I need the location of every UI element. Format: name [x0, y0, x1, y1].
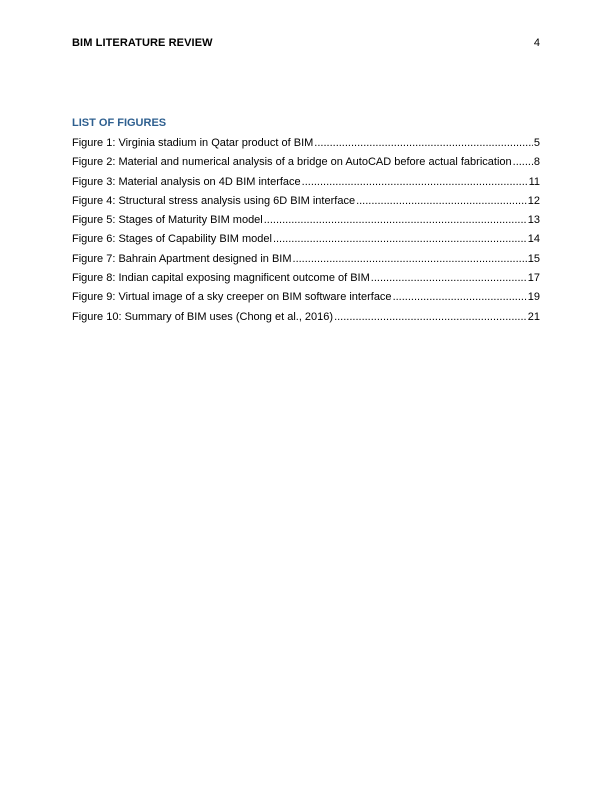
- page-header: [72, 36, 540, 50]
- figure-entry-3[interactable]: [72, 175, 540, 194]
- figure-entry-label: Figure 6: Stages of Capability BIM model: [72, 233, 272, 246]
- figure-entry-page: 12: [527, 194, 540, 207]
- figure-entry-page: 5: [533, 137, 540, 149]
- dot-leader: [302, 175, 528, 189]
- dot-leader: [393, 290, 527, 304]
- figure-entry-7[interactable]: [72, 252, 540, 271]
- dot-leader: [314, 136, 533, 150]
- figure-entry-label: Figure 7: Bahrain Apartment designed in BIM: [72, 252, 292, 265]
- figure-entry-label: Figure 5: Stages of Maturity BIM model: [72, 214, 263, 227]
- figure-entry-page: 15: [527, 252, 540, 265]
- figure-entry-10[interactable]: [72, 310, 540, 329]
- dot-leader: [273, 232, 527, 246]
- figure-entry-label: Figure 9: Virtual image of a sky creeper on BIM software interface: [72, 291, 392, 304]
- figure-entry-6[interactable]: [72, 232, 540, 251]
- list-of-figures-title: LIST OF FIGURES: [72, 117, 167, 129]
- figure-entry-label: Figure 8: Indian capital exposing magnificent outcome of BIM: [72, 272, 370, 285]
- page-number: 4: [533, 37, 540, 49]
- dot-leader: [513, 155, 533, 169]
- figure-entry-label: Figure 4: Structural stress analysis using 6D BIM interface: [72, 194, 356, 207]
- figure-entry-page: 19: [527, 291, 540, 304]
- figure-entry-label: Figure 1: Virginia stadium in Qatar product of BIM: [72, 137, 314, 149]
- figure-entry-8[interactable]: [72, 271, 540, 290]
- figure-entry-label: Figure 10: Summary of BIM uses (Chong et al., 2016): [72, 310, 334, 323]
- running-head: BIM LITERATURE REVIEW: [72, 37, 213, 49]
- dot-leader: [264, 213, 527, 227]
- figure-entry-page: 14: [527, 233, 540, 246]
- figure-entry-4[interactable]: [72, 194, 540, 213]
- figure-entry-label: Figure 3: Material analysis on 4D BIM interface: [72, 175, 301, 188]
- figure-entry-page: 8: [533, 156, 540, 169]
- figure-entry-1[interactable]: [72, 136, 540, 155]
- figure-entry-2[interactable]: [72, 155, 540, 174]
- dot-leader: [356, 194, 527, 208]
- figure-entry-5[interactable]: [72, 213, 540, 232]
- list-of-figures: [72, 136, 540, 329]
- figure-entry-9[interactable]: [72, 290, 540, 309]
- dot-leader: [371, 271, 527, 285]
- dot-leader: [293, 252, 527, 266]
- figure-entry-label: Figure 2: Material and numerical analysis of a bridge on AutoCAD before actual fabrication: [72, 156, 512, 169]
- figure-entry-page: 11: [528, 175, 540, 188]
- figure-entry-page: 21: [527, 310, 540, 323]
- dot-leader: [334, 310, 527, 324]
- figure-entry-page: 17: [527, 272, 540, 285]
- figure-entry-page: 13: [527, 214, 540, 227]
